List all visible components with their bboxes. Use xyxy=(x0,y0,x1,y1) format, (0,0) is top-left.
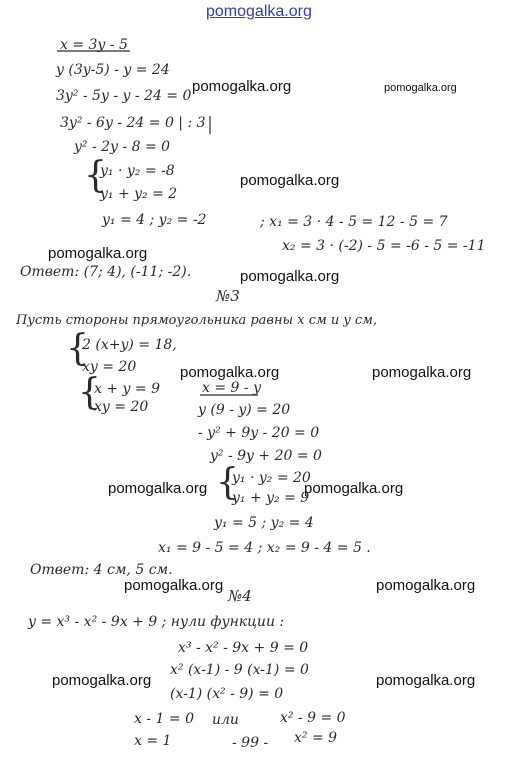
p2-line-7: y₁ + y₂ = 2 xyxy=(100,186,178,202)
p3-line-7: y (9 - y) = 20 xyxy=(198,402,291,418)
watermark: pomogalka.org xyxy=(376,577,476,594)
p3-number: №3 xyxy=(216,287,240,305)
p3-line-11: y₁ + y₂ = 9 xyxy=(232,490,310,506)
p3-line-13: x₁ = 9 - 5 = 4 ; x₂ = 9 - 4 = 5 . xyxy=(158,540,371,556)
p3-line-8: - y² + 9y - 20 = 0 xyxy=(198,425,320,441)
p3-system-brace-3: { xyxy=(216,462,239,503)
watermark: pomogalka.org xyxy=(192,78,292,95)
p2-line-3: 3y² - 5y - y - 24 = 0 xyxy=(56,88,192,104)
p3-line-12: y₁ = 5 ; y₂ = 4 xyxy=(214,515,314,531)
watermark: pomogalka.org xyxy=(304,480,404,497)
p2-line-4: 3y² - 6y - 24 = 0 | : 3 xyxy=(60,115,206,131)
p4-line-8: x = 1 xyxy=(134,733,172,749)
p4-page-number: - 99 - xyxy=(232,735,269,751)
p2-system-brace: { xyxy=(84,155,107,196)
p4-number: №4 xyxy=(228,587,252,605)
p4-line-4: (x-1) (x² - 9) = 0 xyxy=(170,686,284,702)
p4-line-2: x³ - x² - 9x + 9 = 0 xyxy=(178,640,309,656)
p3-line-5: xy = 20 xyxy=(94,399,149,415)
p3-system-brace-1: { xyxy=(66,328,89,369)
p4-line-3: x² (x-1) - 9 (x-1) = 0 xyxy=(170,662,309,678)
p4-line-6: или xyxy=(212,712,239,728)
watermark: pomogalka.org xyxy=(180,364,280,381)
p2-line-10: x₂ = 3 · (-2) - 5 = -6 - 5 = -11 xyxy=(282,238,486,254)
p2-line-5: y² - 2y - 8 = 0 xyxy=(74,139,171,155)
site-link[interactable]: pomogalka.org xyxy=(206,3,312,20)
p4-line-7: x² - 9 = 0 xyxy=(280,710,346,726)
p2-line-8: y₁ = 4 ; y₂ = -2 xyxy=(102,212,207,228)
watermark: pomogalka.org xyxy=(372,364,472,381)
watermark: pomogalka.org xyxy=(52,672,152,689)
p3-line-2: 2 (x+y) = 18, xyxy=(82,337,177,353)
watermark: pomogalka.org xyxy=(376,672,476,689)
p2-answer: Ответ: (7; 4), (-11; -2). xyxy=(20,264,192,280)
p3-line-9: y² - 9y + 20 = 0 xyxy=(210,448,322,464)
watermark: pomogalka.org xyxy=(124,577,224,594)
p3-answer: Ответ: 4 см, 5 см. xyxy=(30,562,173,578)
p2-line-6: y₁ · y₂ = -8 xyxy=(100,163,175,179)
p4-line-10: x² = 9 xyxy=(294,730,338,746)
p3-intro: Пусть стороны прямоугольника равны x см и y см, xyxy=(16,313,378,328)
watermark: pomogalka.org xyxy=(240,172,340,189)
p2-line-2: y (3y-5) - y = 24 xyxy=(56,62,170,78)
watermark: pomogalka.org xyxy=(48,245,148,262)
p3-line-4: x + y = 9 xyxy=(94,381,160,397)
p2-line-1: x = 3y - 5 xyxy=(60,37,128,53)
p3-line-3: xy = 20 xyxy=(82,359,137,375)
p2-line-9: ; x₁ = 3 · 4 - 5 = 12 - 5 = 7 xyxy=(260,214,448,230)
watermark: pomogalka.org xyxy=(240,268,340,285)
watermark: pomogalka.org xyxy=(384,82,457,94)
p4-line-1: y = x³ - x² - 9x + 9 ; нули функции : xyxy=(28,614,285,630)
p3-system-brace-2: { xyxy=(78,372,101,413)
watermark: pomogalka.org xyxy=(108,480,208,497)
p4-line-5: x - 1 = 0 xyxy=(134,711,194,727)
p3-line-6: x = 9 - y xyxy=(202,380,261,396)
p3-line-10: y₁ · y₂ = 20 xyxy=(232,470,311,486)
